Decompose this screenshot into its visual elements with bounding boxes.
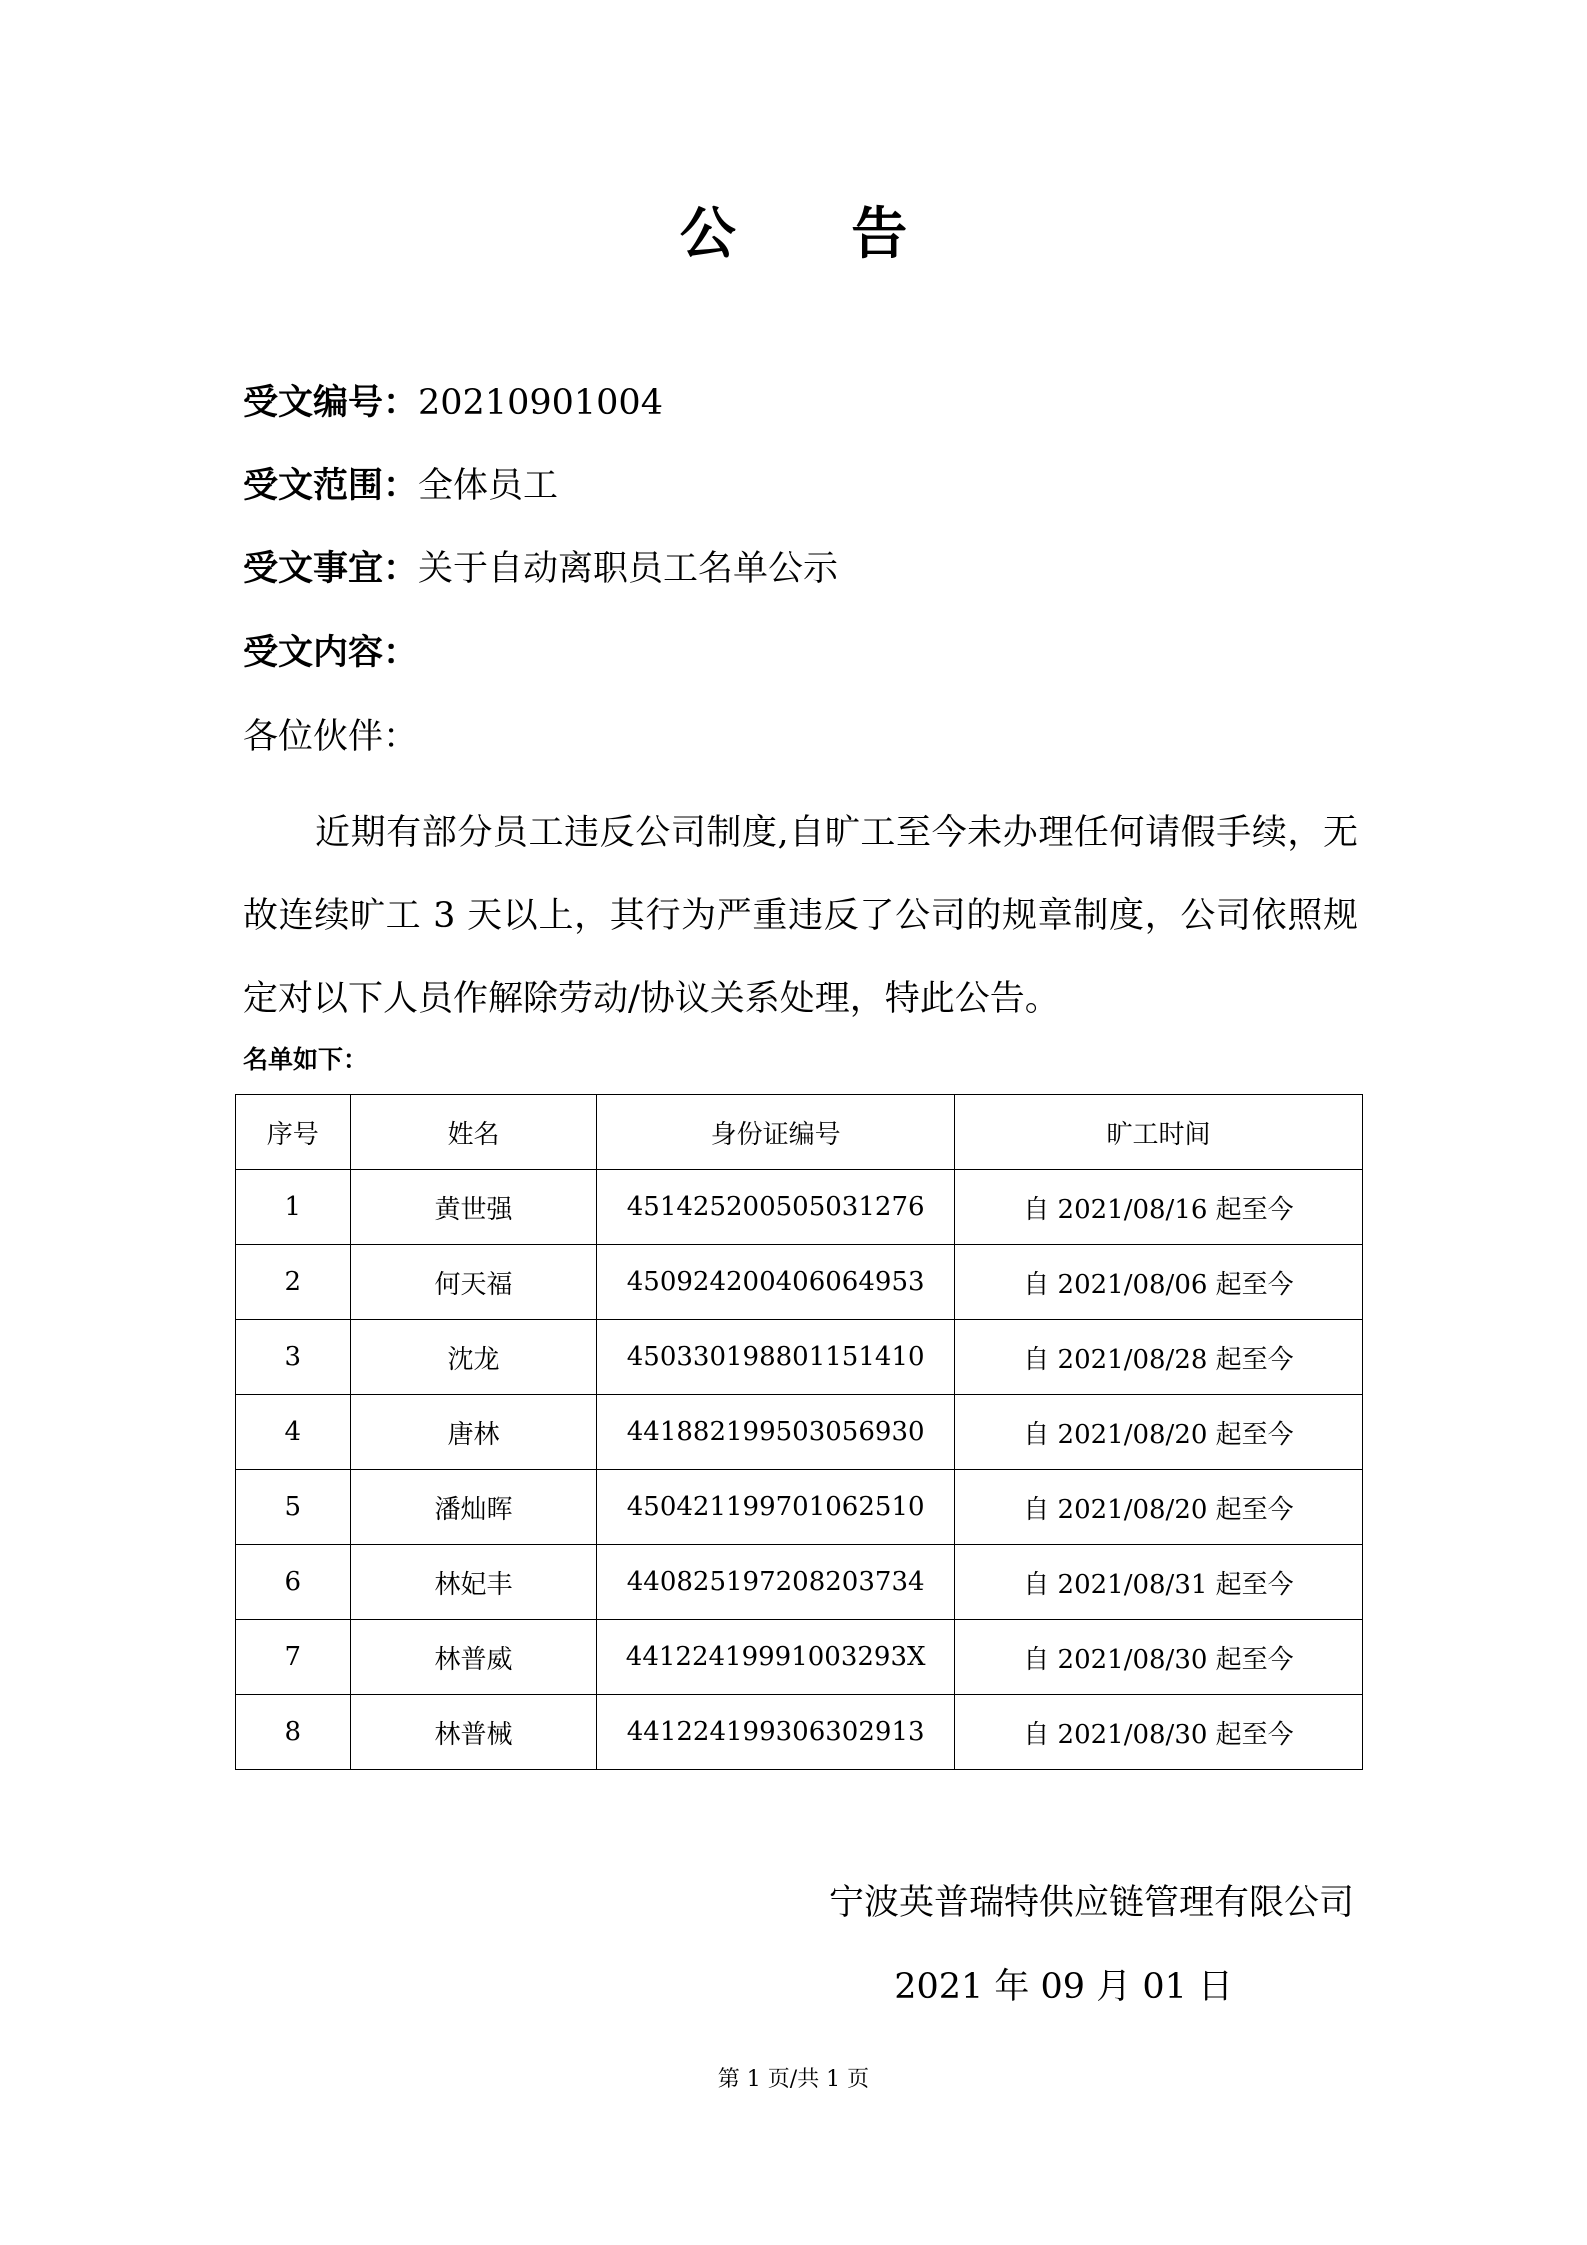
header-index: 序号 bbox=[236, 1095, 351, 1170]
cell-id-number: 44122419991003293X bbox=[597, 1620, 955, 1695]
issue-date: 2021 年 09 月 01 日 bbox=[894, 1967, 1233, 2007]
header-name: 姓名 bbox=[350, 1095, 597, 1170]
header-id-number: 身份证编号 bbox=[597, 1095, 955, 1170]
cell-id-number: 451425200505031276 bbox=[597, 1170, 955, 1245]
cell-id-number: 440825197208203734 bbox=[597, 1545, 955, 1620]
field-doc-number bbox=[243, 378, 663, 428]
table-header-row bbox=[236, 1095, 1363, 1170]
cell-id-number: 450330198801151410 bbox=[597, 1320, 955, 1395]
table-row bbox=[236, 1245, 1363, 1320]
cell-absence-time: 自 2021/08/28 起至今 bbox=[954, 1320, 1362, 1395]
cell-id-number: 441882199503056930 bbox=[597, 1395, 955, 1470]
page-footer: 第 1 页/共 1 页 bbox=[717, 2067, 870, 2092]
cell-absence-time: 自 2021/08/06 起至今 bbox=[954, 1245, 1362, 1320]
document-title: 公 告 bbox=[679, 202, 956, 267]
cell-index: 1 bbox=[236, 1170, 351, 1245]
field-label: 受文编号： bbox=[243, 383, 419, 423]
field-value: 全体员工 bbox=[418, 466, 559, 506]
cell-index: 5 bbox=[236, 1470, 351, 1545]
table-row bbox=[236, 1170, 1363, 1245]
cell-name: 沈龙 bbox=[350, 1320, 597, 1395]
field-label: 受文内容： bbox=[243, 633, 419, 673]
field-scope bbox=[243, 461, 558, 511]
cell-absence-time: 自 2021/08/20 起至今 bbox=[954, 1395, 1362, 1470]
cell-id-number: 441224199306302913 bbox=[597, 1695, 955, 1770]
cell-id-number: 450421199701062510 bbox=[597, 1470, 955, 1545]
cell-name: 黄世强 bbox=[350, 1170, 597, 1245]
table-row bbox=[236, 1470, 1363, 1545]
field-value: 20210901004 bbox=[418, 383, 663, 423]
cell-name: 潘灿晖 bbox=[350, 1470, 597, 1545]
table-row bbox=[236, 1620, 1363, 1695]
table-row bbox=[236, 1695, 1363, 1770]
cell-name: 唐林 bbox=[350, 1395, 597, 1470]
field-subject bbox=[243, 544, 838, 594]
greeting: 各位伙伴： bbox=[243, 717, 419, 757]
field-value: 关于自动离职员工名单公示 bbox=[418, 549, 839, 589]
cell-index: 4 bbox=[236, 1395, 351, 1470]
cell-index: 2 bbox=[236, 1245, 351, 1320]
field-content bbox=[243, 628, 418, 678]
cell-absence-time: 自 2021/08/30 起至今 bbox=[954, 1620, 1362, 1695]
body-paragraph: 近期有部分员工违反公司制度,自旷工至今未办理任何请假手续，无故连续旷工 3 天以上，其行为严重违反了公司的规章制度，公司依照规定对以下人员作解除劳动/协议关系处理，特此公告。 bbox=[243, 813, 1358, 1019]
cell-index: 7 bbox=[236, 1620, 351, 1695]
cell-absence-time: 自 2021/08/31 起至今 bbox=[954, 1545, 1362, 1620]
cell-index: 8 bbox=[236, 1695, 351, 1770]
cell-id-number: 450924200406064953 bbox=[597, 1245, 955, 1320]
cell-absence-time: 自 2021/08/20 起至今 bbox=[954, 1470, 1362, 1545]
field-label: 受文范围： bbox=[243, 466, 419, 506]
table-row bbox=[236, 1545, 1363, 1620]
table-row bbox=[236, 1320, 1363, 1395]
cell-name: 林妃丰 bbox=[350, 1545, 597, 1620]
company-signature: 宁波英普瑞特供应链管理有限公司 bbox=[828, 1883, 1354, 1923]
field-label: 受文事宜： bbox=[243, 549, 419, 589]
cell-name: 林普威 bbox=[350, 1620, 597, 1695]
cell-absence-time: 自 2021/08/30 起至今 bbox=[954, 1695, 1362, 1770]
cell-index: 3 bbox=[236, 1320, 351, 1395]
cell-index: 6 bbox=[236, 1545, 351, 1620]
cell-absence-time: 自 2021/08/16 起至今 bbox=[954, 1170, 1362, 1245]
cell-name: 林普械 bbox=[350, 1695, 597, 1770]
cell-name: 何天福 bbox=[350, 1245, 597, 1320]
list-label: 名单如下： bbox=[243, 1045, 369, 1074]
dismissal-table bbox=[235, 1094, 1363, 1770]
table-row bbox=[236, 1395, 1363, 1470]
header-absence-time: 旷工时间 bbox=[954, 1095, 1362, 1170]
